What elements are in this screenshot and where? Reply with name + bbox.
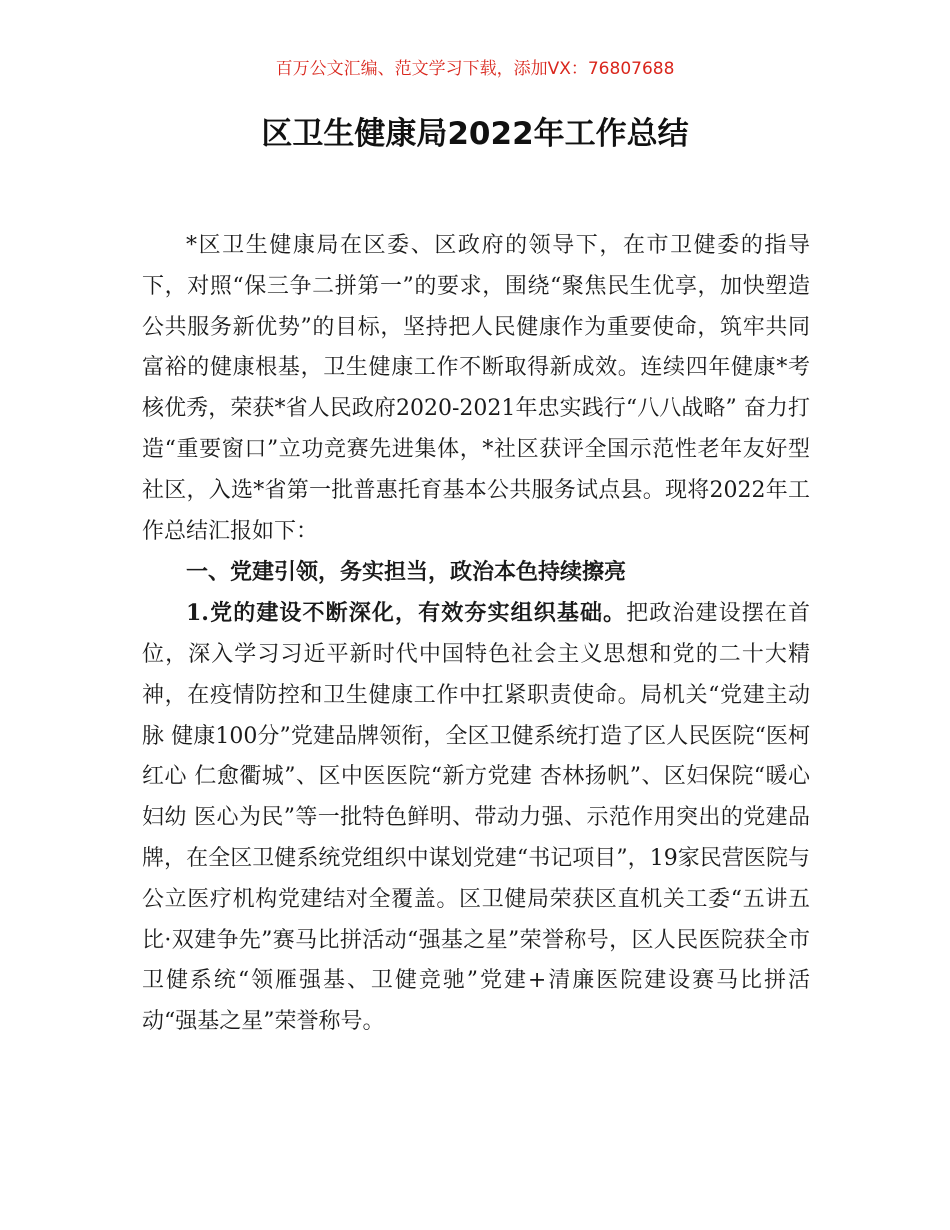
item-paragraph bbox=[142, 593, 810, 1043]
header-banner: 百万公文汇编、范文学习下载，添加VX：76807688 bbox=[275, 59, 675, 79]
item-body: 把政治建设摆在首位，深入学习习近平新时代中国特色社会主义思想和党的二十大精神，在疫情防控和卫生健康工作中扛紧职责使命。局机关“党建主动脉 健康100分”党建品牌领衔，全区卫健系统打造了区人民医院“医柯红心 仁愈衢城”、区中医医院“新方党建 杏林扬帆”、区妇保院“暖心妇幼 医心为民”等一批特色鲜明、带动力强、示范作用突出的党建品牌，在全区卫健系统党组织中谋划党建“书记项目”，19家民营医院与公立医疗机构党建结对全覆盖。区卫健局荣获区直机关工委“五讲五比·双建争先”赛马比拼活动“强基之星”荣誉称号，区人民医院获全市卫健系统“领雁强基、卫健竞驰”党建+清廉医院建设赛马比拼活动“强基之星”荣誉称号。 bbox=[142, 601, 810, 1035]
document-title: 区卫生健康局2022年工作总结 bbox=[261, 116, 689, 152]
item-lead: 1.党的建设不断深化，有效夯实组织基础。 bbox=[186, 600, 627, 627]
document-body bbox=[142, 226, 810, 1043]
section-heading: 一、党建引领，务实担当，政治本色持续擦亮 bbox=[186, 559, 627, 586]
intro-paragraph: *区卫生健康局在区委、区政府的领导下，在市卫健委的指导下，对照“保三争二拼第一”的要求，围绕“聚焦民生优享，加快塑造公共服务新优势”的目标，坚持把人民健康作为重要使命，筑牢共同富裕的健康根基，卫生健康工作不断取得新成效。连续四年健康*考核优秀，荣获*省人民政府2020-2021年忠实践行“八八战略” 奋力打造“重要窗口”立功竞赛先进集体，*社区获评全国示范性老年友好型社区，入选*省第一批普惠托育基本公共服务试点县。现将2022年工作总结汇报如下： bbox=[142, 233, 810, 544]
